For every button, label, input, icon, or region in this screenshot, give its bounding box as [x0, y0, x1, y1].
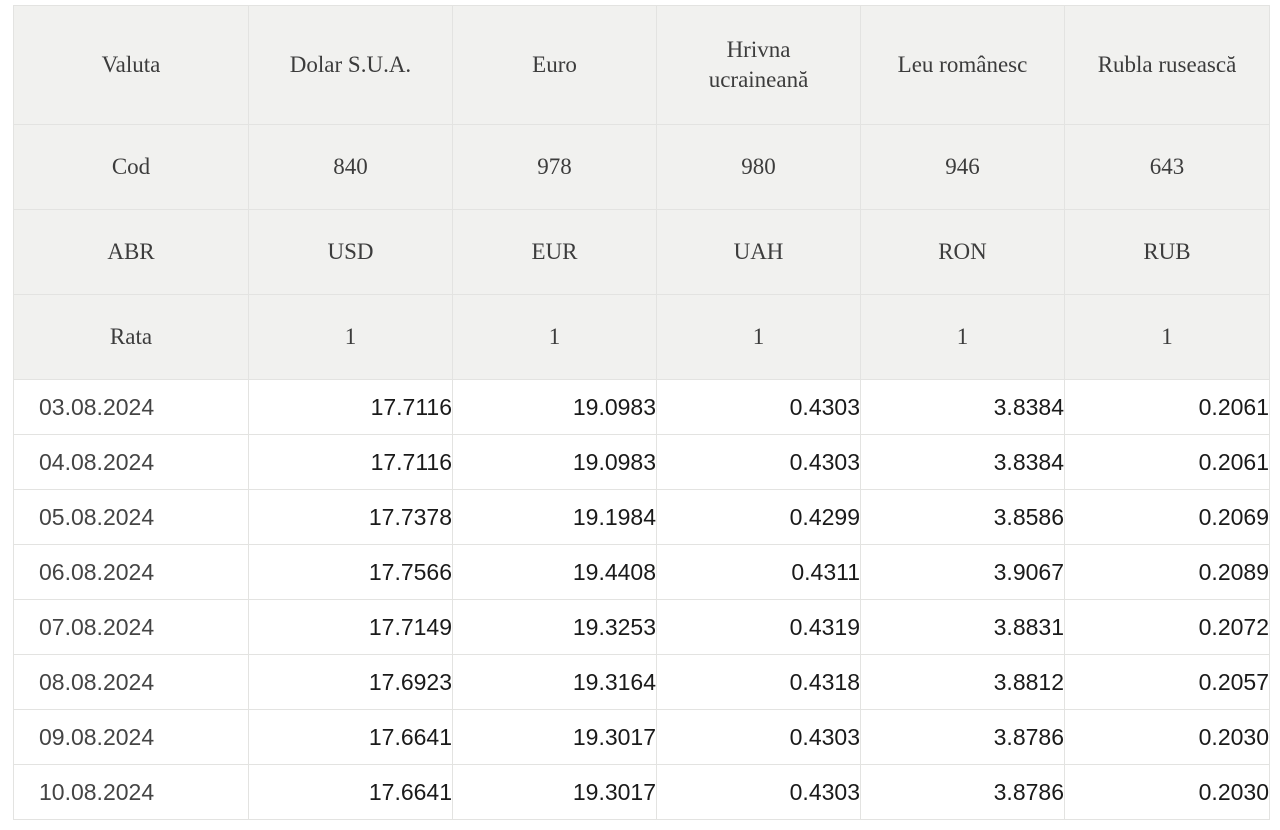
rate-cell-eur: 19.1984	[453, 490, 657, 545]
rate-cell-usd: 17.6641	[249, 765, 453, 820]
table-row	[14, 435, 1270, 490]
table-header	[14, 6, 1270, 380]
header-cell: 643	[1065, 125, 1270, 210]
rate-cell-eur: 19.4408	[453, 545, 657, 600]
date-cell: 05.08.2024	[14, 490, 249, 545]
header-cell: 1	[249, 295, 453, 380]
rate-cell-eur: 19.3017	[453, 765, 657, 820]
header-cell: UAH	[657, 210, 861, 295]
rate-cell-ron: 3.8786	[861, 765, 1065, 820]
rate-cell-uah: 0.4303	[657, 435, 861, 490]
rate-cell-uah: 0.4303	[657, 380, 861, 435]
date-cell: 07.08.2024	[14, 600, 249, 655]
rate-cell-eur: 19.3017	[453, 710, 657, 765]
rate-cell-eur: 19.3253	[453, 600, 657, 655]
rate-cell-usd: 17.7149	[249, 600, 453, 655]
rate-cell-rub: 0.2061	[1065, 380, 1270, 435]
header-row-valuta	[14, 6, 1270, 125]
rate-cell-usd: 17.7116	[249, 380, 453, 435]
date-cell: 09.08.2024	[14, 710, 249, 765]
header-cell: Cod	[14, 125, 249, 210]
table-row	[14, 380, 1270, 435]
rate-cell-rub: 0.2030	[1065, 710, 1270, 765]
header-cell: USD	[249, 210, 453, 295]
header-row-cod	[14, 125, 1270, 210]
header-row-rata	[14, 295, 1270, 380]
header-cell: RUB	[1065, 210, 1270, 295]
header-cell: 1	[657, 295, 861, 380]
header-cell: 840	[249, 125, 453, 210]
rate-cell-usd: 17.7566	[249, 545, 453, 600]
rate-cell-usd: 17.7378	[249, 490, 453, 545]
table-row	[14, 655, 1270, 710]
header-cell: EUR	[453, 210, 657, 295]
table-row	[14, 710, 1270, 765]
rate-cell-uah: 0.4318	[657, 655, 861, 710]
header-cell: 980	[657, 125, 861, 210]
header-cell: Euro	[453, 6, 657, 125]
table-row	[14, 600, 1270, 655]
header-cell: ABR	[14, 210, 249, 295]
rate-cell-ron: 3.8831	[861, 600, 1065, 655]
rate-cell-uah: 0.4319	[657, 600, 861, 655]
header-cell: Rata	[14, 295, 249, 380]
rate-cell-uah: 0.4299	[657, 490, 861, 545]
rate-cell-uah: 0.4303	[657, 710, 861, 765]
exchange-rates-table	[13, 5, 1270, 820]
table-row	[14, 765, 1270, 820]
table-row	[14, 545, 1270, 600]
rate-cell-usd: 17.6641	[249, 710, 453, 765]
header-cell: RON	[861, 210, 1065, 295]
header-cell: 978	[453, 125, 657, 210]
rate-cell-ron: 3.9067	[861, 545, 1065, 600]
header-cell: 1	[453, 295, 657, 380]
rate-cell-ron: 3.8812	[861, 655, 1065, 710]
table-row	[14, 490, 1270, 545]
rate-cell-usd: 17.7116	[249, 435, 453, 490]
rate-cell-eur: 19.0983	[453, 380, 657, 435]
header-cell: 1	[861, 295, 1065, 380]
rate-cell-eur: 19.0983	[453, 435, 657, 490]
rate-cell-ron: 3.8384	[861, 435, 1065, 490]
header-cell: 1	[1065, 295, 1270, 380]
rate-cell-uah: 0.4311	[657, 545, 861, 600]
rate-cell-rub: 0.2057	[1065, 655, 1270, 710]
table-body	[14, 380, 1270, 820]
header-cell: Valuta	[14, 6, 249, 125]
date-cell: 10.08.2024	[14, 765, 249, 820]
date-cell: 08.08.2024	[14, 655, 249, 710]
rate-cell-usd: 17.6923	[249, 655, 453, 710]
rate-cell-ron: 3.8586	[861, 490, 1065, 545]
rate-cell-rub: 0.2069	[1065, 490, 1270, 545]
rate-cell-uah: 0.4303	[657, 765, 861, 820]
rate-cell-rub: 0.2061	[1065, 435, 1270, 490]
date-cell: 04.08.2024	[14, 435, 249, 490]
header-cell: Hrivna ucraineană	[657, 6, 861, 125]
header-cell: Rubla rusească	[1065, 6, 1270, 125]
header-cell: Dolar S.U.A.	[249, 6, 453, 125]
date-cell: 03.08.2024	[14, 380, 249, 435]
rate-cell-ron: 3.8384	[861, 380, 1065, 435]
rate-cell-rub: 0.2089	[1065, 545, 1270, 600]
header-cell: Leu românesc	[861, 6, 1065, 125]
rate-cell-rub: 0.2030	[1065, 765, 1270, 820]
rate-cell-ron: 3.8786	[861, 710, 1065, 765]
date-cell: 06.08.2024	[14, 545, 249, 600]
rate-cell-eur: 19.3164	[453, 655, 657, 710]
header-cell: 946	[861, 125, 1065, 210]
header-row-abr	[14, 210, 1270, 295]
rate-cell-rub: 0.2072	[1065, 600, 1270, 655]
